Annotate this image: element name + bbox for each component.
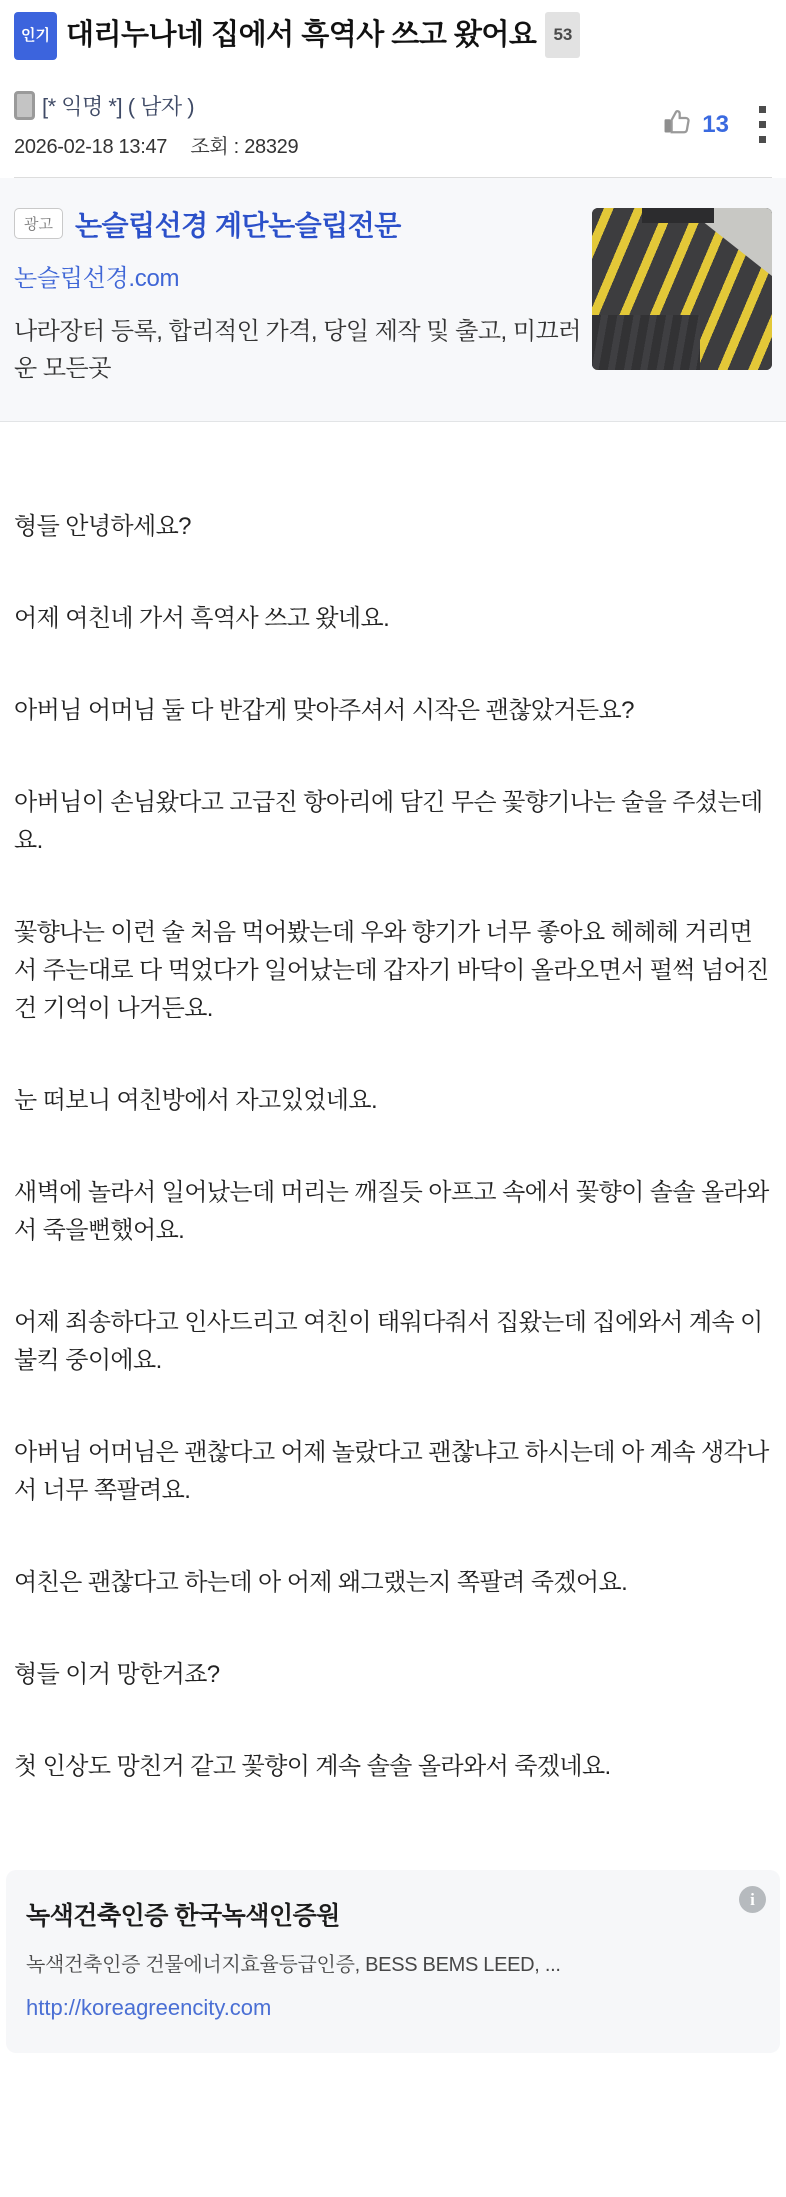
mobile-badge-icon: [14, 91, 35, 120]
deck-boards: [592, 315, 700, 370]
info-icon[interactable]: i: [739, 1886, 766, 1913]
meta-row: [14, 90, 772, 159]
bottom-ad-banner[interactable]: [6, 1870, 780, 2053]
bottom-ad-url[interactable]: http://koreagreencity.com: [26, 1995, 272, 2020]
post-paragraph: 아버님 어머님은 괜찮다고 어제 놀랐다고 괜찮냐고 하시는데 아 계속 생각나서 너무 쪽팔려요.: [14, 1439, 769, 1504]
hot-badge: 인기: [14, 12, 57, 60]
like-button[interactable]: [660, 105, 729, 144]
author-name[interactable]: [* 익명 *] ( 남자 ): [42, 94, 195, 119]
view-count: 조회 : 28329: [190, 136, 299, 158]
bottom-ad-description: 녹색건축인증 건물에너지효율등급인증, BESS BEMS LEED, ...: [26, 1954, 561, 1976]
top-ad-title[interactable]: 논슬립선경 계단논슬립전문: [74, 210, 401, 241]
top-ad-image[interactable]: [592, 208, 772, 370]
post-header: [0, 0, 786, 178]
top-ad-title-row: [14, 204, 586, 244]
post-paragraph: 어제 여친네 가서 흑역사 쓰고 왔네요.: [14, 605, 390, 632]
top-ad-description: 나라장터 등록, 합리적인 가격, 당일 제작 및 출고, 미끄러운 모든곳: [14, 318, 581, 382]
author-line[interactable]: [14, 90, 298, 121]
post-paragraph: 새벽에 놀라서 일어났는데 머리는 깨질듯 아프고 속에서 꽃향이 솔솔 올라와서 죽을뻔했어요.: [14, 1179, 769, 1244]
post-paragraph: 첫 인상도 망친거 같고 꽃향이 계속 솔솔 올라와서 죽겠네요.: [14, 1753, 611, 1780]
author-meta: [14, 90, 298, 159]
top-ad-url[interactable]: 논슬립선경.com: [14, 265, 180, 292]
top-ad-banner[interactable]: [0, 178, 786, 422]
post-paragraph: 눈 떠보니 여친방에서 자고있었네요.: [14, 1087, 378, 1114]
title-row: [14, 12, 772, 60]
post-paragraph: 꽃향나는 이런 술 처음 먹어봤는데 우와 향기가 너무 좋아요 헤헤헤 거리면서 주는대로 다 먹었다가 일어났는데 갑자기 바닥이 올라오면서 펄썩 넘어진건 기억이 나거든요.: [14, 919, 769, 1022]
top-ad-text: [14, 204, 586, 387]
like-count: 13: [702, 110, 729, 138]
bottom-ad-title[interactable]: 녹색건축인증 한국녹색인증원: [26, 1902, 340, 1930]
meta-actions: [660, 105, 772, 144]
post-paragraph: 어제 죄송하다고 인사드리고 여친이 태워다줘서 집왔는데 집에와서 계속 이불킥 중이에요.: [14, 1309, 763, 1374]
ad-badge: 광고: [14, 208, 63, 239]
post-paragraph: 형들 이거 망한거죠?: [14, 1661, 220, 1688]
thumbs-up-icon: [660, 105, 694, 144]
page-title: 대리누나네 집에서 흑역사 쓰고 왔어요: [65, 19, 537, 51]
post-body: [0, 422, 786, 1870]
post-date: 2026-02-18 13:47: [14, 136, 168, 158]
post-paragraph: 여친은 괜찮다고 하는데 아 어제 왜그랬는지 쪽팔려 죽겠어요.: [14, 1569, 628, 1596]
post-paragraph: 아버님이 손님왔다고 고급진 항아리에 담긴 무슨 꽃향기나는 술을 주셨는데요.: [14, 789, 763, 854]
comment-count-badge[interactable]: 53: [545, 12, 580, 58]
date-line: [14, 130, 298, 159]
post-paragraph: 형들 안녕하세요?: [14, 513, 191, 540]
post-paragraph: 아버님 어머님 둘 다 반갑게 맞아주셔서 시작은 괜찮았거든요?: [14, 697, 634, 724]
kebab-menu-icon[interactable]: [759, 106, 766, 143]
stair-rail: [642, 208, 714, 223]
